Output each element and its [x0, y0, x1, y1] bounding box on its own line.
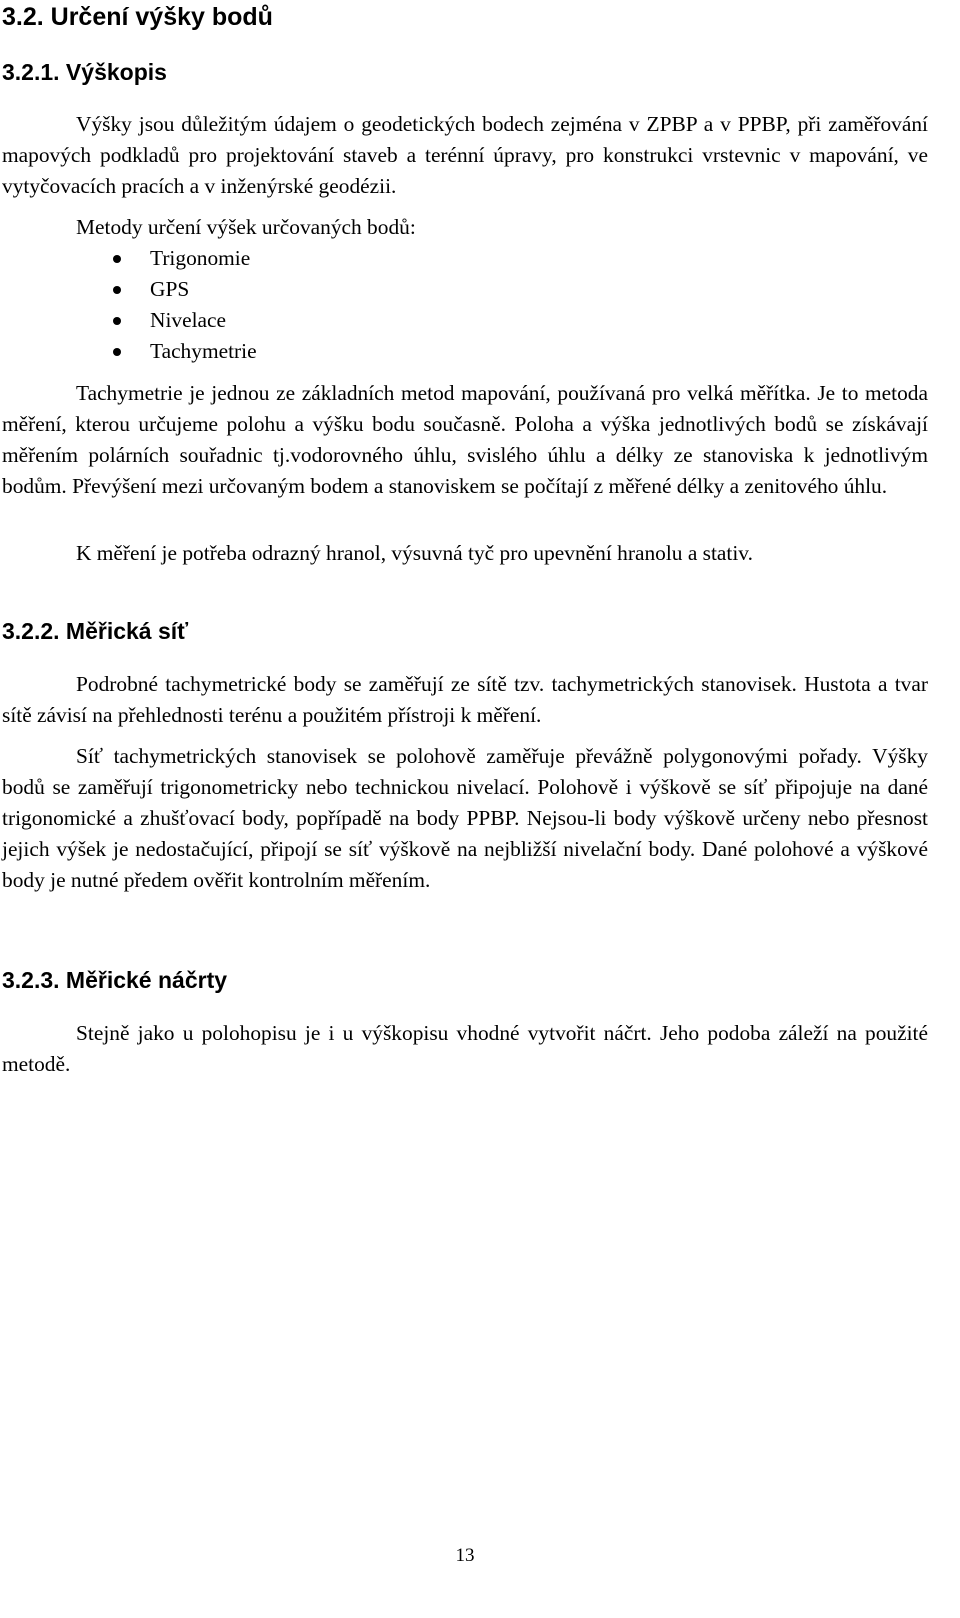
mericka-sit-paragraph-2: Síť tachymetrických stanovisek se polohově zaměřuje převážně polygonovými pořady. Výšky bodů se zaměřují trigonometricky nebo technickou nivelací. Polohově i výškově se síť připojuje na dané trigonomické a zhušťovací body, popřípadě na body PPBP. Nejsou-li body výškově určeny nebo přesnost jejich výšek je nedostačující, připojí se síť výškově na nejbližší nivelační body. Dané polohové a výškové body je nutné předem ověřit kontrolním měřením.: [2, 744, 928, 892]
tachymetrie-paragraph: Tachymetrie je jednou ze základních metod mapování, používaná pro velká měřítka. Je to metoda měření, kterou určujeme polohu a výšku bodu současně. Poloha a výška jednotlivých bodů se získávají měřením polárních souřadnic tj.vodorovného úhlu, svislého úhlu a délky ze stanoviska k jednotlivým bodům. Převýšení mezi určovaným bodem a stanoviskem se počítají z měřené délky a zenitového úhlu.: [2, 381, 928, 498]
method-label: Trigonomie: [150, 246, 251, 270]
equipment-paragraph: K měření je potřeba odrazný hranol, výsuvná tyč pro upevnění hranolu a stativ.: [76, 541, 753, 565]
methods-label: Metody určení výšek určovaných bodů:: [76, 215, 416, 239]
subsection-heading-mericke-nacrty: 3.2.3. Měřické náčrty: [2, 967, 228, 993]
bullet-icon: [113, 255, 121, 263]
method-label: GPS: [150, 277, 190, 301]
page-number: 13: [455, 1545, 475, 1566]
section-heading: 3.2. Určení výšky bodů: [2, 3, 273, 31]
subsection-heading-mericka-sit: 3.2.2. Měřická síť: [2, 618, 189, 644]
methods-list: [2, 243, 257, 367]
list-item: [2, 336, 257, 367]
list-item: [2, 243, 257, 274]
mericka-sit-paragraph-1: Podrobné tachymetrické body se zaměřují ze sítě tzv. tachymetrických stanovisek. Hustota a tvar sítě závisí na přehlednosti terénu a použitém přístroji k měření.: [2, 672, 928, 727]
mericke-nacrty-paragraph: Stejně jako u polohopisu je i u výškopisu vhodné vytvořit náčrt. Jeho podoba záleží na použité metodě.: [2, 1021, 928, 1076]
list-item: [2, 274, 257, 305]
method-label: Tachymetrie: [150, 339, 257, 363]
method-label: Nivelace: [150, 308, 227, 332]
bullet-icon: [113, 348, 121, 356]
list-item: [2, 305, 257, 336]
subsection-heading-vyskopis: 3.2.1. Výškopis: [2, 59, 167, 85]
bullet-icon: [113, 317, 121, 325]
vyskopis-intro-paragraph: Výšky jsou důležitým údajem o geodetických bodech zejména v ZPBP a v PPBP, při zaměřování mapových podkladů pro projektování staveb a terénní úpravy, pro konstrukci vrstevnic v mapování, ve vytyčovacích pracích a v inženýrské geodézii.: [2, 112, 928, 198]
bullet-icon: [113, 286, 121, 294]
